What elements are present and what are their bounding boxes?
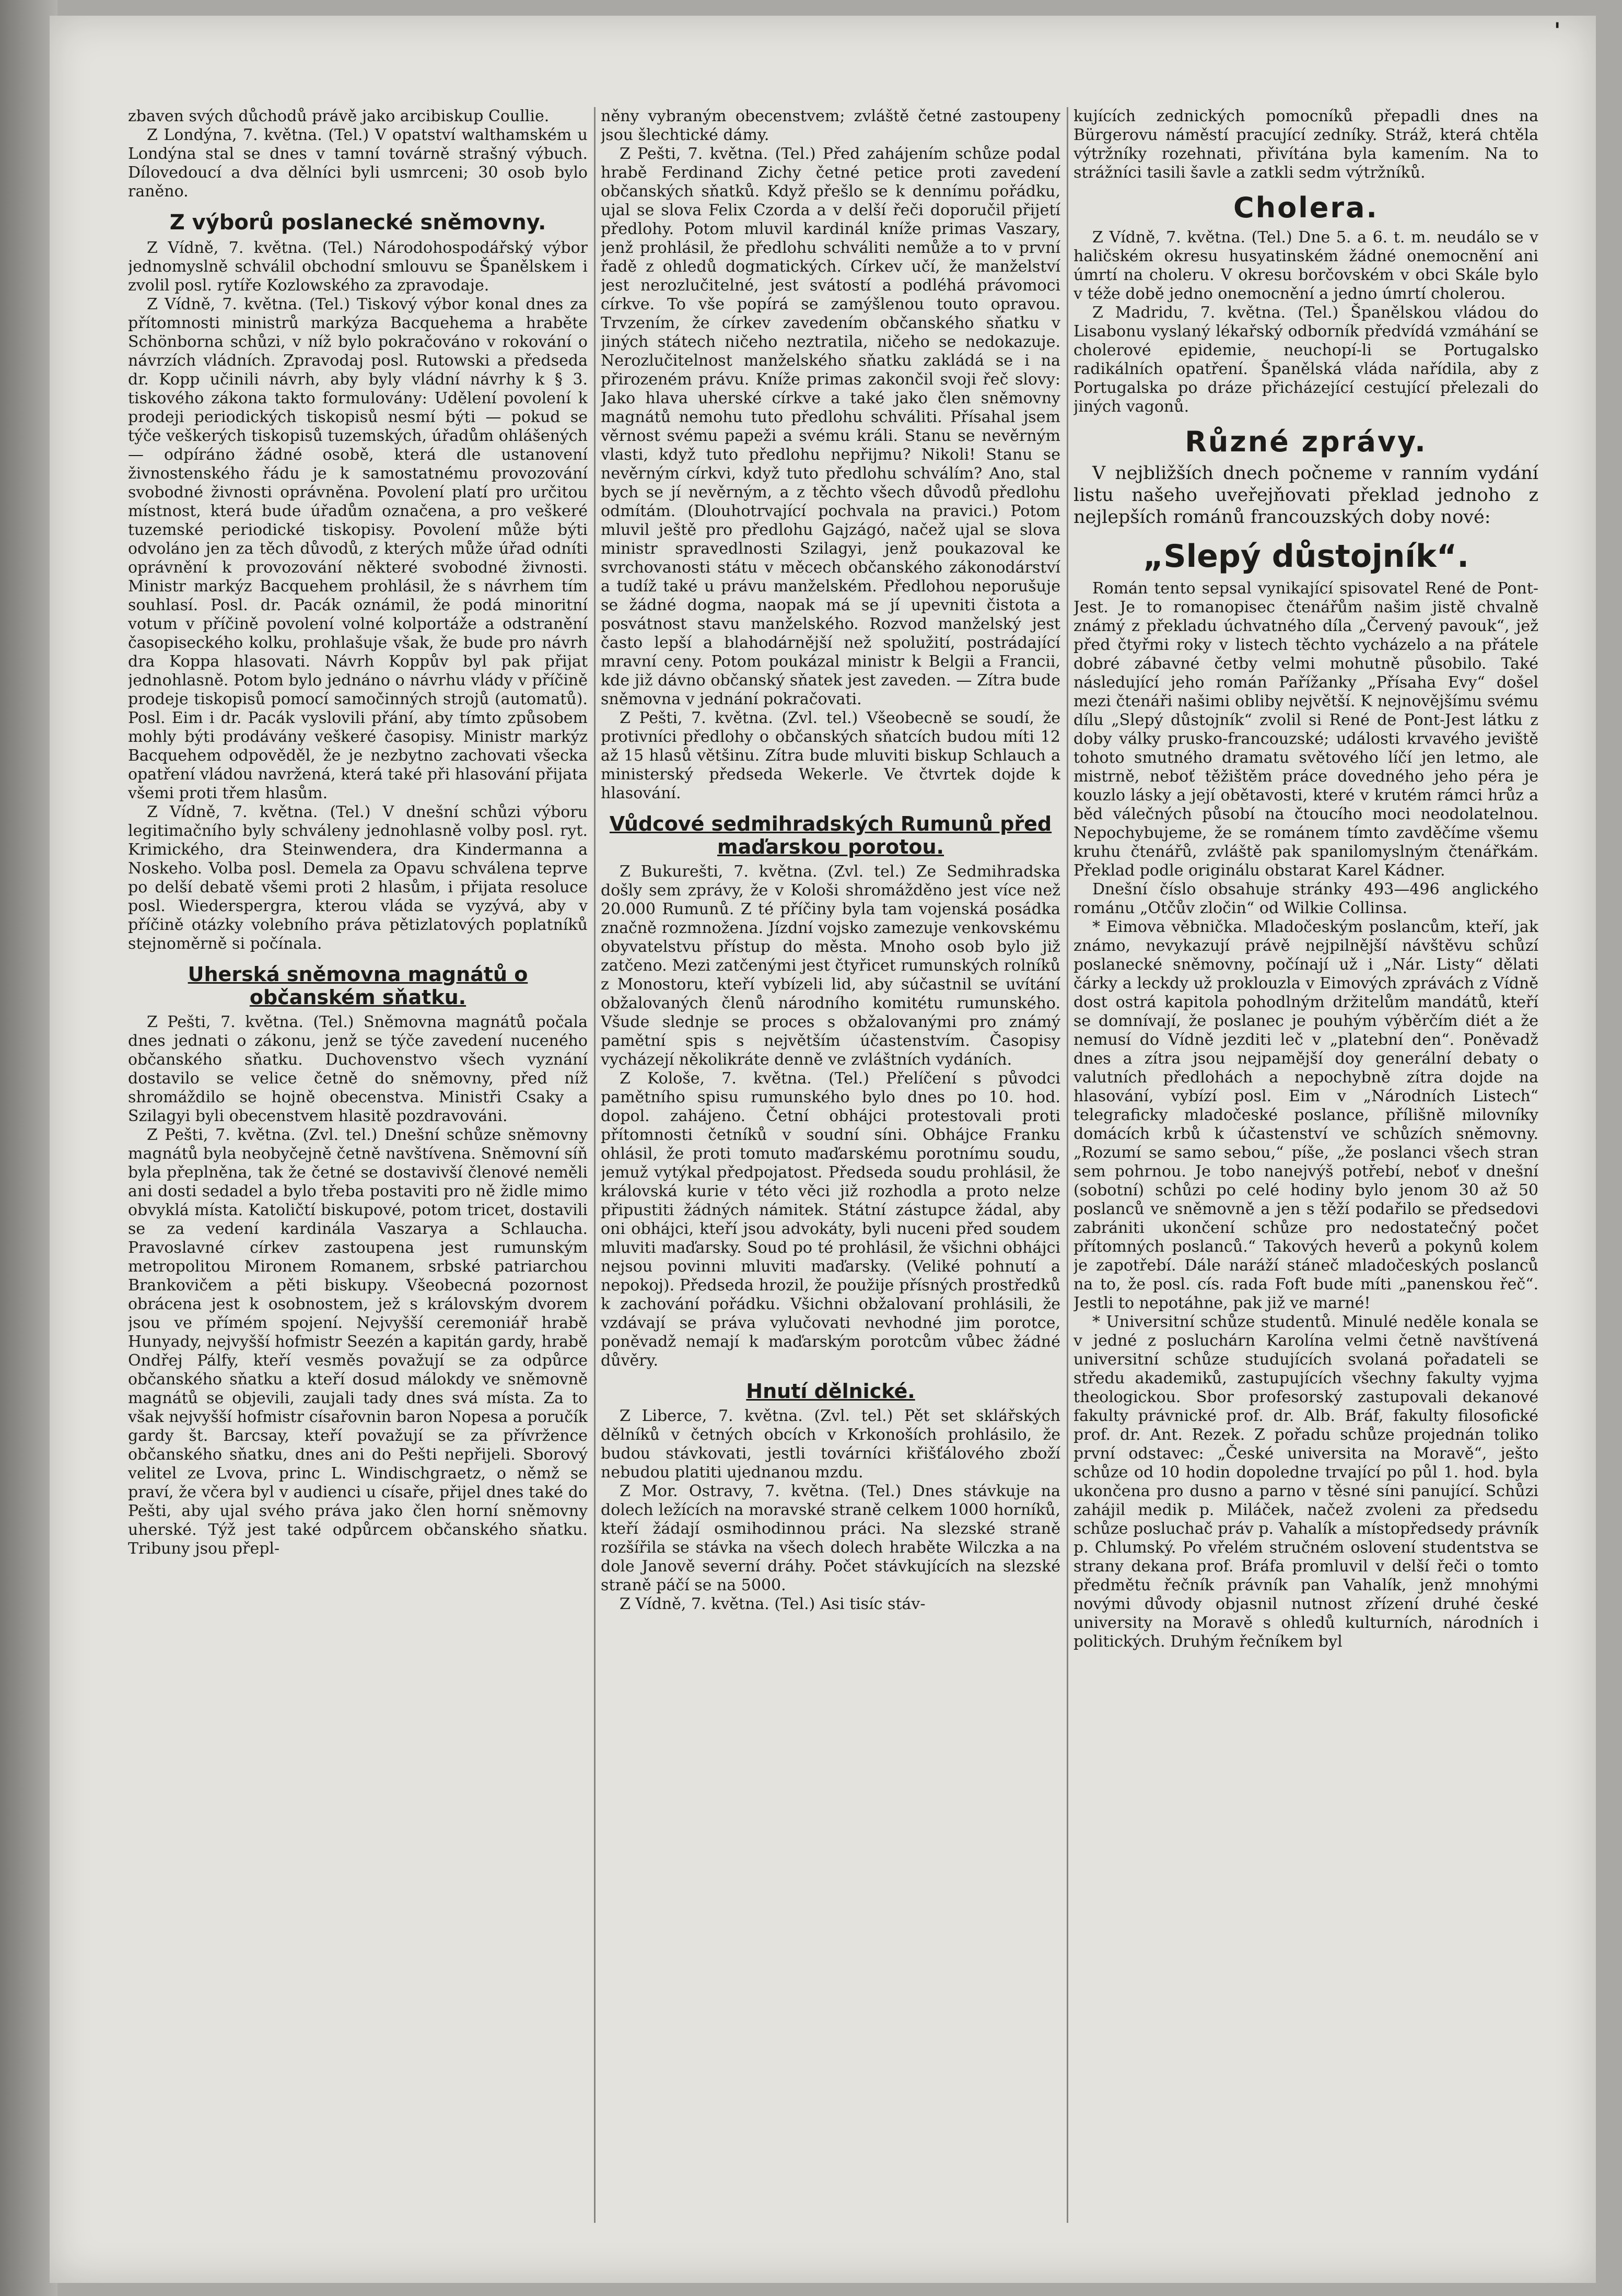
article-paragraph: Z Vídně, 7. května. (Tel.) Asi tisíc stáv- bbox=[620, 1595, 926, 1613]
article-paragraph: Dnešní číslo obsahuje stránky 493—496 anglického románu „Otčův zločin“ od Wilkie Collinsa. bbox=[1073, 880, 1538, 917]
corner-mark: ' bbox=[1554, 18, 1561, 43]
article-paragraph: Z Pešti, 7. května. (Zvl. tel.) Dnešní schůze sněmovny magnátů byla neobyčejně četně navštívena. Sněmovní síň byla přeplněna, tak že četné se dostavivší členové neměli ani dosti sedadel a bylo třeba postaviti pro ně židle mimo obvyklá místa. Katoličtí biskupové, potom tricet, dostavili se za vedení kardinála Vaszarya a Schlaucha. Pravoslavné církev zastoupena jest rumunským metropolitou Mironem Romanem, srbské patriarchou Brankovičem a pěti biskupy. Všeobecná pozornost obrácena jest k osobnostem, jež s královským dvorem jsou ve přímém spojení. Nejvyšší ceremoniář hrabě Hunyady, nejvyšší hofmistr Seezén a kapitán gardy, hrabě Ondřej Pálfy, kteří vesměs považují se za odpůrce občanského sňatku a kteří dosud málokdy ve sněmovně magnátů se objevili, zaujali tady dnes svá místa. Za to však nejvyšší hofmistr císařovnin baron Nopesa a poručík gardy št. Barcsay, kteří považují se za přívržence občanského sňatku, dnes ani do Pešti nepřijeli. Sborový velitel ze Lvova, princ L. Windischgraetz, o němž se praví, že včera byl v audienci u císaře, přijel dnes také do Pešti, aby ujal svého práva jako člen horní sněmovny uherské. Týž jest také odpůrcem občanského sňatku. Tribuny jsou přepl- bbox=[128, 1126, 588, 1558]
article-paragraph: Z Mor. Ostravy, 7. května. (Tel.) Dnes stávkuje na dolech ležících na moravské straně celkem 1000 horníků, kteří žádají osmihodinnou práci. Na slezské straně rozšířila se stávka na všech dolech hraběte Wilczka a na dole Janově severní dráhy. Počet stávkujících na slezské straně páčí se na 5000. bbox=[601, 1482, 1060, 1594]
novel-title: „Slepý důstojník“. bbox=[1142, 538, 1469, 575]
article-paragraph: Z Madridu, 7. května. (Tel.) Španělskou vládou do Lisabonu vyslaný lékařský odborník předvídá vzmáhání se cholerové epidemie, neuchopí-li se Portugalsko radikálních opatření. Španělská vláda nařídila, aby z Portugalska po dráze přicházející cestující přelezali do jiných vagonů. bbox=[1073, 304, 1538, 416]
article-paragraph: Z Kološe, 7. května. (Tel.) Přelíčení s původci pamětního spisu rumunského bylo dnes po 10. hod. dopol. zahájeno. Četní obhájci protestovali proti přítomnosti četníků v soudní síni. Obhájce Franku ohlásil, že proti tomuto maďarskému porotnímu soudu, jemuž vytýkal předpojatost. Předseda soudu prohlásil, že královská kurie v této věci již rozhodla a proto nelze připustiti žádných námitek. Státní zástupce žádal, aby oni obhájci, kteří jsou advokáty, byli nuceni před soudem mluviti maďarsky. Soud po té prohlásil, že všichni obhájci nejsou povinni mluviti maďarsky. (Veliké pohnutí a nepokoj). Předseda hrozil, že použije přísných prostředků k zachování pořádku. Všichni obžalovaní prohlásili, že vzdávají se práva vylučovati nevhodné jim porotce, poněvadž nemají k maďarským porotcům vůbec žádné důvěry. bbox=[601, 1069, 1060, 1370]
article-paragraph: Z Liberce, 7. května. (Zvl. tel.) Pět set sklářských dělníků v četných obcích v Krkonoších prohlásilo, že budou stávkovati, jestli továrníci křišťálového zboží nebudou platiti ujednanou mzdu. bbox=[601, 1407, 1060, 1482]
column-rule bbox=[594, 107, 596, 2223]
section-heading: Vůdcové sedmihradských Rumunů před maďarskou porotou. bbox=[609, 812, 1052, 858]
article-paragraph: Román tento sepsal vynikající spisovatel René de Pont-Jest. Je to romanopisec čtenářům našim jistě chvalně známý z překladu úchvatného díla „Červený pavouk“, jež před čtyřmi roky v listech těchto vycházelo a na přátele dobré zábavné četby velmi mohutně působilo. Také následující jeho román Pařížanky „Přísaha Evy“ došel mezi čtenáři našimi obliby největší. K nejnovějšímu svému dílu „Slepý důstojník“ zvolil si René de Pont-Jest látku z doby války prusko-francouzské; události krvavého jeviště tohoto smutného dramatu světového líčí jen letmo, ale mistrně, neboť těžištěm práce dovedného jeho péra je kouzlo lásky a její obětavosti, které v krutém rámci hrůz a běd válečných působí na čtoucího moci neodolatelnou. Nepochybujeme, že se románem tímto zavděčíme všemu kruhu čtenářů, zvláště pak spanilomyslným čtenářkám. Překlad podle originálu obstarat Karel Kádner. bbox=[1073, 579, 1538, 880]
article-paragraph: zbaven svých důchodů právě jako arcibiskup Coullie. bbox=[128, 107, 550, 125]
column-3 bbox=[1073, 107, 1538, 2223]
section-heading: Různé zprávy. bbox=[1185, 425, 1427, 458]
article-paragraph: Z Vídně, 7. května. (Tel.) V dnešní schůzi výboru legitimačního byly schváleny jednohlasně volby posl. ryt. Krimickéhо, dra Steinwendera, dra Kindermanna a Noskeho. Volba posl. Demela za Opavu schválena teprve po delší debatě všemi proti 2 hlasům, i přijata resoluce posl. Wiederspergra, kterou vláda se vyzývá, aby v příčině otázky volebního práva pětizlatových poplatníků stejnoměrně si počínala. bbox=[128, 803, 588, 953]
section-heading: Cholera. bbox=[1233, 191, 1379, 224]
section-heading: Hnutí dělnické. bbox=[746, 1380, 915, 1403]
column-1 bbox=[128, 107, 588, 2223]
article-paragraph: Z Bukurešti, 7. května. (Zvl. tel.) Ze Sedmihradska došly sem zprávy, že v Kološi shromážděno jest více než 20.000 Rumunů. Z té příčiny byla tam vojenská posádka značně rozmnožena. Jízdní vojsko zamezuje venkovskému obyvatelstvu přístup do města. Mnoho osob bylo již zatčeno. Mezi zatčenými jest čtyřicet rumunských rolníků z Monostoru, kteří vybízeli lid, aby súčastnil se uvítání obžalovaných členů národního komitétu rumunského. Všude slednje se proces s obžalovanými pro známý pamětní spis s největším účastenstvím. Časopisy vycházejí několikráte denně ve zvláštních vydáních. bbox=[601, 863, 1060, 1069]
article-paragraph: * Eimova věbnička. Mladočeským poslancům, kteří, jak známo, nevykazují právě nejpilnější návštěvu schůzí poslanecké sněmovny, počínají už i „Nár. Listy“ dělati čárky a leckdy už proklouzla v Eimových zprávách z Vídně dost ostrá kapitola pohodlným držitelům mandátů, kteří se domnívají, že poslanec je pouhým výběrčím diét a že nemusí do Vídně jezditi leč v „platební den“. Poněvadž dnes a zítra jsou nejpamější doy generální debaty o valutních předlohách a nepochybně zítra dojde na hlasování, vybízí posl. Eim v „Národních Listech“ telegraficky mladočeské poslance, přílišně milovníky domácích krbů k účastenství ve schůzích sněmovny. „Rozumí se samo sebou,“ píše, „že poslanci všech stran sem pohrnou. Je tobo nanejvýš potřebí, neboť v dnešní (sobotní) schůzi po celé hodiny bylo jenom 30 až 50 poslanců ve sněmovně a jen s těží podařilo se předsedovi zabrániti ukončení schůze pro nedostatečný počet přítomných poslanců.“ Takových heverů a pokynů kolem je zapotřebí. Dále naráží stáneč mladočeských poslanců na to, že posl. cís. rada Foft bude míti „panenskou řeč“. Jestli to nepotáhne, pak již ve marné! bbox=[1073, 918, 1538, 1312]
article-paragraph: Z Vídně, 7. května. (Tel.) Tiskový výbor konal dnes za přítomnosti ministrů markýza Bacquehema a hraběte Schönborna schůzi, v níž bylo pokračováno v rokování o návrzích vládních. Zpravodaj posl. Rutowski a předseda dr. Kopp učinili návrh, aby byly vládní návrhy k § 3. tiskového zákona takto formulovány: Udělení povolení k prodeji periodických tiskopisů nesmí býti — pokud se týče veškerých tiskopisů tuzemských, úřadům ohlášených — odpíráno žádné osobě, která dle ustanovení živnostenského řádu je k samostatnému provozování svobodné živnosti oprávněna. Povolení platí pro určitou místnost, která bude úřadům označena, a pro veškeré tuzemské periodické tiskopisy. Povolení může býti odvoláno jen za těch důvodů, z kterých může úřad odníti oprávnění k provozování některé svobodné živnosti. Ministr markýz Bacquehem prohlásil, že s návrhem tím souhlasí. Posl. dr. Pacák oznámil, že podá minoritní votum v příčině povolení volné kolportáže a odstranění časopiseckého kolku, prohlašuje však, že bude pro návrh dra Koppa hlasovati. Návrh Koppův byl pak přijat jednohlasně. Potom bylo jednáno o návrhu vlády v příčině prodeje tiskopisů pomocí samočinných strojů (automatů). Posl. Eim i dr. Pacák vyslovili přání, aby tímto způsobem mohly býti prodávány veškeré časopisy. Ministr markýz Bacquehem odpověděl, že je nezbytno zachovati všecka opatření vládou navržená, která také při hlasování přijata všemi proti třem hlasům. bbox=[128, 295, 588, 802]
article-paragraph: něny vybraným obecenstvem; zvláště četné zastoupeny jsou šlechtické dámy. bbox=[601, 107, 1060, 144]
article-paragraph: * Universitní schůze studentů. Minulé neděle konala se v jedné z posluchárn Karolína velmi četně navštívená universitní schůze studujících svolaná pořadateli se středu akademiků, zastupujících všechny fakulty vyjma theologickou. Sbor profesorský zastupovali dekanové fakulty právnické prof. dr. Alb. Bráf, fakulty filosofické prof. dr. Ant. Rezek. Z pořadu schůze projednán toliko první odstavec: „České universita na Moravě“, ješto schůze od 10 hodin dopoledne trvající po půl 1. hod. byla ukončena pro dusno a parno v těsné síni panující. Schůzi zahájil medik p. Miláček, načež zvoleni za předsedu schůze posluchač práv p. Vahalík a místopředsedy právník p. Chlumský. Po vřelém stručném oslovení studentstva se strany dekana prof. Bráfa promluvil v delší řeči o tomto předmětu řečník právník pan Vahalík, jenž mnohými novými důvody objasnil nutnost zřízení druhé české university na Moravě s ohledů kulturních, národních i politických. Druhým řečníkem byl bbox=[1073, 1313, 1538, 1651]
article-paragraph: kujících zednických pomocníků přepadli dnes na Bürgerovu náměstí pracující zedníky. Stráž, která chtěla výtržníky rozehnati, přivítána byla kamením. Na to strážníci tasili šavle a zatkli sedm výtržníků. bbox=[1073, 107, 1538, 182]
column-rule bbox=[1067, 107, 1068, 2223]
article-paragraph: Z Pešti, 7. května. (Tel.) Sněmovna magnátů počala dnes jednati o zákonu, jenž se týče zavedení nuceného občanského sňatku. Duchovenstvo všech vyznání dostavilo se velice četně do sněmovny, před níž shromáždilo se hojně obecenstva. Ministři Csaky a Szilagyi byli obecenstvem hlasitě pozdravováni. bbox=[128, 1013, 588, 1125]
announcement-lead: V nejbližších dnech počneme v ranním vydání listu našeho uveřejňovati překlad jednoho z nejlepších románů francouzských doby nové: bbox=[1073, 463, 1538, 528]
article-paragraph: Z Londýna, 7. května. (Tel.) V opatství walthamském u Londýna stal se dnes v tamní továrně strašný výbuch. Dílovedoucí a dva dělníci byli usmrceni; 30 osob bylo raněno. bbox=[128, 126, 588, 201]
article-paragraph: Z Vídně, 7. května. (Tel.) Dne 5. a 6. t. m. neudálo se v haličském okresu husyatinském žádné onemocnění ani úmrtí na choleru. V okresu borčovském v obci Skále bylo v téže době jedno onemocnění a jedno úmrtí cholerou. bbox=[1073, 228, 1538, 303]
article-paragraph: Z Pešti, 7. května. (Zvl. tel.) Všeobecně se soudí, že protivníci předlohy o občanských sňatcích budou míti 12 až 15 hlasů většinu. Zítra bude mluviti biskup Schlauch a ministerský předseda Wekerle. Ve čtvrtek dojde k hlasování. bbox=[601, 709, 1060, 802]
section-heading: Uherská sněmovna magnátů o občanském sňatku. bbox=[188, 963, 528, 1009]
column-2 bbox=[601, 107, 1060, 2223]
scan-edge bbox=[0, 0, 57, 2296]
article-paragraph: Z Pešti, 7. května. (Tel.) Před zahájením schůze podal hrabě Ferdinand Zichy četné petice proti zavedení občanských sňatků. Když přešlo se k dennímu pořádku, ujal se slova Felix Czorda a v delší řeči doporučil přijetí předlohy. Potom mluvil kardinál kníže primas Vaszary, jenž prohlásil, že předlohu schváliti nemůže a to v první řadě z ohledů dogmatických. Církev učí, že manželství jest nerozlučitelné, jest svátostí a podléhá právomoci církve. To vše popírá se zamýšlenou touto opravou. Trvzením, že církev zavedením občanského sňatku v jiných státech ničeho neztratila, ničeho se nedokazuje. Nerozlučitelnost manželského sňatku zakládá se i na přirozeném právu. Kníže primas zakončil svoji řeč slovy: Jako hlava uherské církve a také jako člen sněmovny magnátů nemohu tuto předlohu schváliti. Přísahal jsem věrnost svému papeži a svému králi. Stanu se nevěrným vlasti, když tuto předlohu nepřijmu? Nikoli! Stanu se nevěrným církvi, když tuto předlohu schválím? Ano, stal bych se jí nevěrným, a z těchto všech důvodů předlohu odmítám. (Dlouhotrvající pochvala na pravici.) Potom mluvil ještě pro předlohu Gajzágó, načež ujal se slova ministr spravedlnosti Szilagyi, jenž poukazoval ke svrchovanosti státu v měcech občanského zákonodárství a tudíž také u právu manželském. Předlohou neporušuje se žádné dogma, naopak má se jí upevniti čistota a posvátnost stavu manželského. Rozvod manželský jest často lepší a blahodárnější než spolužití, postrádající mravní ceny. Potom poukázal ministr k Belgii a Francii, kde již dávno občanský sňatek jest zaveden. — Zítra bude sněmovna v jednání pokračovati. bbox=[601, 145, 1060, 708]
section-heading: Z výborů poslanecké sněmovny. bbox=[169, 211, 546, 235]
article-paragraph: Z Vídně, 7. května. (Tel.) Národohospodářský výbor jednomyslně schválil obchodní smlouvu se Španělskem i zvolil posl. rytíře Kozlowského za zpravodaje. bbox=[128, 239, 588, 295]
